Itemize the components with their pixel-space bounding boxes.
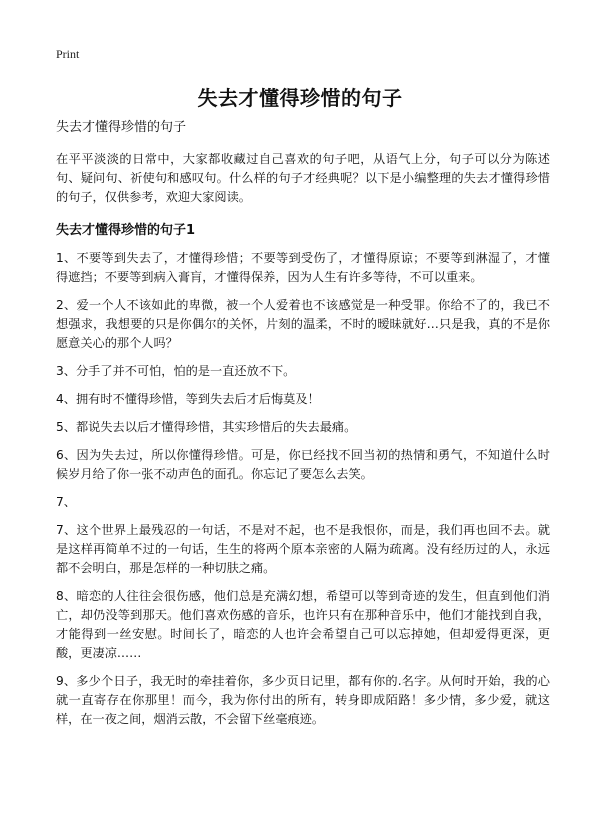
- list-item: 7、这个世界上最残忍的一句话，不是对不起，也不是我恨你，而是，我们再也回不去。就是这样再简单不过的一句话，生生的将两个原本亲密的人隔为疏离。没有经历过的人，永远都不会明白，那是怎样的一种切肤之痛。: [56, 523, 550, 575]
- list-item: 7、: [56, 495, 76, 509]
- list-item: 5、都说失去以后才懂得珍惜，其实珍惜后的失去最痛。: [56, 420, 357, 434]
- list-item: 9、多少个日子，我无时的牵挂着你，多少页日记里，都有你的.名字。从何时开始，我的心就一直寄存在你那里！而今，我为你付出的所有，转身即成陌路！多少情，多少爱，就这样，在一夜之间，烟消云散，不会留下丝毫痕迹。: [56, 674, 550, 726]
- list-item: 3、分手了并不可怕，怕的是一直还放不下。: [56, 364, 296, 378]
- list-item: 6、因为失去过，所以你懂得珍惜。可是，你已经找不回当初的热情和勇气，不知道什么时候岁月给了你一张不动声色的面孔。你忘记了要怎么去笑。: [56, 448, 550, 481]
- intro-paragraph: 在平平淡淡的日常中，大家都收藏过自己喜欢的句子吧，从语气上分，句子可以分为陈述句、疑问句、祈使句和感叹句。什么样的句子才经典呢？以下是小编整理的失去才懂得珍惜的句子，仅供参考，欢迎大家阅读。: [56, 152, 550, 204]
- document-subtitle: 失去才懂得珍惜的句子: [56, 120, 187, 135]
- page-title: 失去才懂得珍惜的句子: [197, 86, 403, 110]
- list-item: 4、拥有时不懂得珍惜，等到失去后才后悔莫及！: [56, 392, 320, 406]
- section-heading: 失去才懂得珍惜的句子1: [56, 223, 196, 238]
- list-item: 8、暗恋的人往往会很伤感，他们总是充满幻想，希望可以等到奇迹的发生，但直到他们消亡，却仍没等到那天。他们喜欢伤感的音乐，也许只有在那种音乐中，他们才能找到自我，才能得到一丝安慰。时间长了，暗恋的人也许会希望自己可以忘掉她，但却爱得更深，更酸，更凄凉……: [56, 589, 550, 660]
- document-body: [56, 118, 550, 738]
- print-label: Print: [56, 47, 80, 61]
- list-item: 2、爱一个人不该如此的卑微，被一个人爱着也不该感觉是一种受罪。你给不了的，我已不想强求，我想要的只是你偶尔的关怀，片刻的温柔，不时的暧昧就好…只是我，真的不是你愿意关心的那个人吗？: [56, 298, 550, 350]
- list-item: 1、不要等到失去了，才懂得珍惜；不要等到受伤了，才懂得原谅；不要等到淋湿了，才懂得遮挡；不要等到病入膏肓，才懂得保养，因为人生有许多等待，不可以重来。: [56, 251, 550, 284]
